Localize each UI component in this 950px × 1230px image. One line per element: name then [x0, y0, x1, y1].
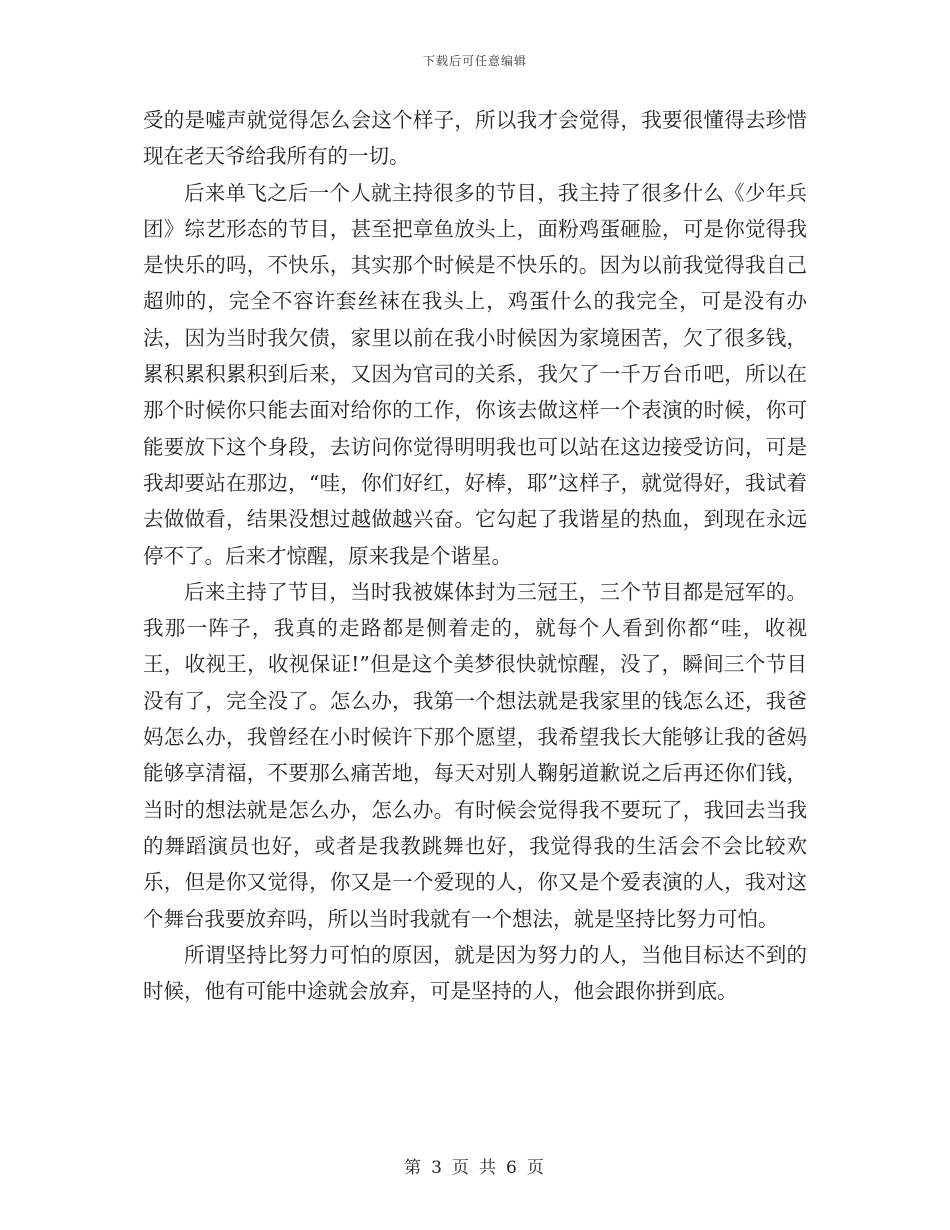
paragraph-3: 后来主持了节目，当时我被媒体封为三冠王，三个节目都是冠军的。我那一阵子，我真的走路都是侧着走的，就每个人看到你都“哇，收视王，收视王，收视保证!”但是这个美梦很快就惊醒，没了，瞬间三个节目没有了，完全没了。怎么办，我第一个想法就是我家里的钱怎么还，我爸妈怎么办，我曾经在小时候许下那个愿望，我希望我长大能够让我的爸妈能够享清福，不要那么痛苦地，每天对别人鞠躬道歉说之后再还你们钱，当时的想法就是怎么办，怎么办。有时候会觉得我不要玩了，我回去当我的舞蹈演员也好，或者是我教跳舞也好，我觉得我的生活会不会比较欢乐，但是你又觉得，你又是一个爱现的人，你又是个爱表演的人，我对这个舞台我要放弃吗，所以当时我就有一个想法，就是坚持比努力可怕。 [143, 579, 807, 931]
footer-total-word: 共 [479, 1158, 498, 1178]
footer-total-pages: 6 [506, 1158, 519, 1178]
document-body [143, 102, 807, 1009]
footer-page-number: 3 [431, 1158, 444, 1178]
footer-suffix: 页 [526, 1158, 546, 1178]
footer-page-word: 页 [452, 1158, 471, 1178]
paragraph-1: 受的是嘘声就觉得怎么会这个样子，所以我才会觉得，我要很懂得去珍惜现在老天爷给我所有的一切。 [143, 108, 807, 169]
paragraph-4: 所谓坚持比努力可怕的原因，就是因为努力的人，当他目标达不到的时候，他有可能中途就会放弃，可是坚持的人，他会跟你拼到底。 [143, 942, 807, 1004]
page-header: 下载后可任意编辑 [422, 54, 527, 68]
paragraph-2: 后来单飞之后一个人就主持很多的节目，我主持了很多什么《少年兵团》综艺形态的节目，甚至把章鱼放头上，面粉鸡蛋砸脸，可是你觉得我是快乐的吗，不快乐，其实那个时候是不快乐的。因为以前我觉得我自己超帅的，完全不容许套丝袜在我头上，鸡蛋什么的我完全，可是没有办法，因为当时我欠债，家里以前在我小时候因为家境困苦，欠了很多钱，累积累积累积到后来，又因为官司的关系，我欠了一千万台币吧，所以在那个时候你只能去面对给你的工作，你该去做这样一个表演的时候，你可能要放下这个身段，去访问你觉得明明我也可以站在这边接受访问，可是我却要站在那边，“哇，你们好红，好棒，耶”这样子，就觉得好，我试着去做做看，结果没想过越做越兴奋。它勾起了我谐星的热血，到现在永远停不了。后来才惊醒，原来我是个谐星。 [143, 180, 807, 568]
footer-prefix: 第 [404, 1158, 424, 1178]
page-footer [0, 1153, 950, 1178]
